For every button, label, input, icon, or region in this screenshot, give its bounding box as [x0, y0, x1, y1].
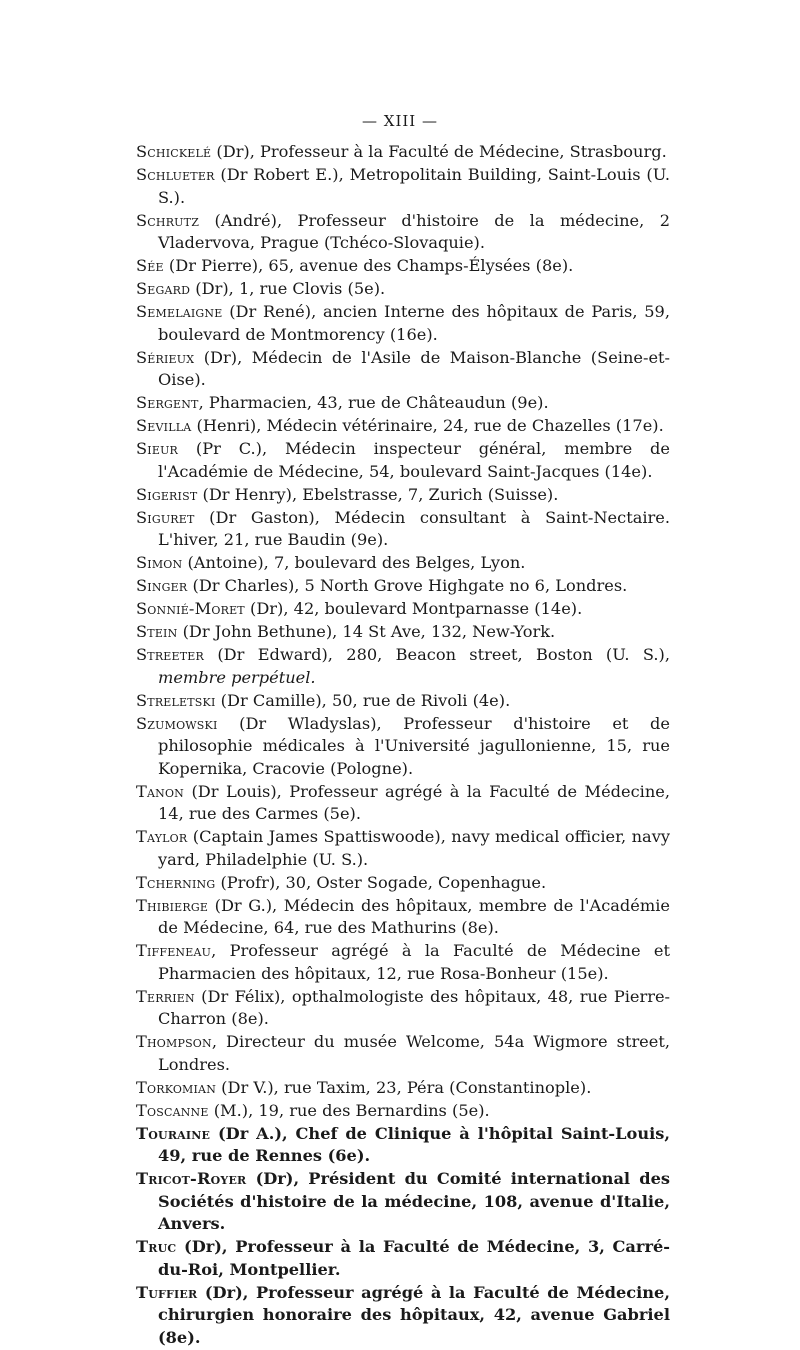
entry-details: (Dr), Professeur à la Faculté de Médecine, 3, Carré-du-Roi, Montpellier. — [158, 1237, 670, 1279]
entry-name: Sonnié-Moret — [136, 599, 245, 618]
entry-name: Torkomian — [136, 1077, 217, 1097]
directory-entry — [136, 1236, 670, 1281]
entry-details: (Dr), 42, boulevard Montparnasse (14e). — [244, 599, 583, 618]
entry-details: (Dr Edward), 280, Beacon street, Boston (U. S.), — [204, 645, 670, 664]
entry-italic-note: membre perpétuel. — [158, 667, 316, 687]
entry-name: Truc — [136, 1237, 177, 1256]
entry-name: Sergent — [136, 393, 199, 412]
entry-name: Tricot-Royer — [136, 1169, 247, 1188]
directory-entry — [136, 1100, 670, 1123]
entry-details: (Dr), Professeur agrégé à la Faculté de Médecine, chirurgien honoraire des hôpitaux, 42, avenue Gabriel (8e). — [158, 1282, 670, 1347]
entry-name: Schickelé — [136, 142, 212, 161]
directory-entry — [136, 552, 670, 575]
directory-entry — [136, 872, 670, 895]
entry-details: (Dr Louis), Professeur agrégé à la Faculté de Médecine, 14, rue des Carmes (5e). — [158, 781, 670, 823]
entry-details: (Dr Camille), 50, rue de Rivoli (4e). — [215, 690, 511, 710]
directory-entry — [136, 713, 670, 781]
entry-name: Thibierge — [136, 895, 209, 915]
directory-entry — [136, 575, 670, 598]
directory-entry — [136, 278, 670, 301]
entry-details: (Dr Robert E.), Metropolitain Building, Saint-Louis (U. S.). — [158, 165, 670, 207]
directory-entry — [136, 415, 670, 438]
directory-entry — [136, 895, 670, 940]
directory-entry — [136, 210, 670, 255]
entry-details: (Dr Henry), Ebelstrasse, 7, Zurich (Suisse). — [197, 484, 559, 504]
directory-entry — [136, 644, 670, 689]
directory-entry — [136, 164, 670, 209]
entry-name: Tcherning — [136, 872, 216, 892]
entry-name: Tanon — [136, 781, 185, 801]
directory-entry — [136, 1168, 670, 1236]
directory-entry — [136, 781, 670, 826]
directory-entry — [136, 255, 670, 278]
entry-name: Taylor — [136, 827, 188, 846]
directory-entry — [136, 347, 670, 392]
directory-entry — [136, 392, 670, 415]
entry-name: Simon — [136, 553, 183, 572]
entry-details: (Dr Félix), opthalmologiste des hôpitaux, 48, rue Pierre-Charron (8e). — [158, 986, 670, 1028]
entry-details: (Dr), Président du Comité international des Sociétés d'histoire de la médecine, 108, avenue d'Italie, Anvers. — [158, 1169, 670, 1233]
entry-list — [136, 141, 670, 1350]
entry-name: Singer — [136, 576, 188, 595]
entry-details: , Professeur agrégé à la Faculté de Médecine et Pharmacien des hôpitaux, 12, rue Rosa-Bonheur (15e). — [158, 941, 670, 983]
entry-details: (Dr V.), rue Taxim, 23, Péra (Constantinople). — [216, 1077, 592, 1097]
entry-details: (Dr Wladyslas), Professeur d'histoire et de philosophie médicales à l'Université jagullonienne, 15, rue Kopernika, Cracovie (Pologne). — [158, 713, 670, 778]
entry-name: Segard — [136, 279, 191, 298]
directory-entry — [136, 986, 670, 1031]
entry-name: Sérieux — [136, 347, 195, 367]
entry-details: (Dr René), ancien Interne des hôpitaux de Paris, 59, boulevard de Montmorency (16e). — [158, 302, 670, 344]
entry-name: Sevilla — [136, 416, 192, 435]
directory-entry — [136, 621, 670, 644]
entry-details: (Dr), Médecin de l'Asile de Maison-Blanche (Seine-et-Oise). — [158, 347, 670, 389]
entry-details: (M.), 19, rue des Bernardins (5e). — [208, 1100, 490, 1120]
entry-details: , Pharmacien, 43, rue de Châteaudun (9e). — [198, 393, 549, 412]
entry-details: (Dr Pierre), 65, avenue des Champs-Élysées (8e). — [163, 256, 574, 275]
entry-name: Toscanne — [136, 1100, 209, 1120]
entry-name: Touraine — [136, 1123, 211, 1143]
entry-name: Stein — [136, 622, 178, 641]
page-number: — XIII — — [362, 112, 438, 130]
directory-entry — [136, 1123, 670, 1168]
entry-details: (Dr Gaston), Médecin consultant à Saint-Nectaire. L'hiver, 21, rue Baudin (9e). — [158, 507, 670, 549]
entry-details: (Dr), 1, rue Clovis (5e). — [190, 279, 386, 298]
entry-name: Streeter — [136, 645, 205, 664]
entry-name: Sigerist — [136, 484, 198, 504]
entry-name: Szumowski — [136, 713, 218, 733]
entry-name: Sieur — [136, 439, 179, 458]
entry-details: , Directeur du musée Welcome, 54a Wigmore street, Londres. — [158, 1032, 670, 1074]
directory-entry — [136, 141, 670, 164]
directory-entry — [136, 301, 670, 346]
directory-entry — [136, 598, 670, 621]
entry-details: (Dr Charles), 5 North Grove Highgate no 6, Londres. — [187, 576, 628, 595]
entry-name: Schrutz — [136, 210, 200, 230]
entry-name: Sée — [136, 256, 164, 275]
directory-entry — [136, 1282, 670, 1350]
entry-details: (Dr John Bethune), 14 St Ave, 132, New-York. — [177, 622, 556, 641]
entry-details: (Henri), Médecin vétérinaire, 24, rue de Chazelles (17e). — [191, 416, 664, 435]
directory-entry — [136, 690, 670, 713]
directory-entry — [136, 826, 670, 871]
entry-name: Schlueter — [136, 165, 215, 184]
entry-details: (Antoine), 7, boulevard des Belges, Lyon. — [182, 553, 526, 572]
entry-name: Semelaigne — [136, 302, 223, 321]
entry-name: Streletski — [136, 690, 216, 710]
directory-entry — [136, 507, 670, 552]
entry-details: (André), Professeur d'histoire de la médecine, 2 Vladervova, Prague (Tchéco-Slovaquie). — [158, 210, 670, 252]
entry-name: Siguret — [136, 507, 195, 527]
entry-name: Tiffeneau — [136, 941, 212, 960]
entry-details: (Dr), Professeur à la Faculté de Médecine, Strasbourg. — [211, 142, 667, 161]
entry-details: (Profr), 30, Oster Sogade, Copenhague. — [215, 872, 547, 892]
entry-details: (Dr A.), Chef de Clinique à l'hôpital Saint-Louis, 49, rue de Rennes (6e). — [158, 1123, 670, 1165]
directory-entry — [136, 484, 670, 507]
entry-details: (Pr C.), Médecin inspecteur général, membre de l'Académie de Médecine, 54, boulevard Saint-Jacques (14e). — [158, 439, 670, 481]
directory-entry — [136, 438, 670, 483]
entry-name: Terrien — [136, 986, 195, 1006]
entry-name: Thompson — [136, 1032, 212, 1051]
entry-details: (Captain James Spattiswoode), navy medical officier, navy yard, Philadelphie (U. S.). — [158, 827, 670, 869]
directory-entry — [136, 1031, 670, 1076]
entry-name: Tuffier — [136, 1282, 198, 1302]
entry-details: (Dr G.), Médecin des hôpitaux, membre de l'Académie de Médecine, 64, rue des Mathurins (8e). — [158, 895, 670, 937]
directory-entry — [136, 940, 670, 985]
directory-entry — [136, 1077, 670, 1100]
